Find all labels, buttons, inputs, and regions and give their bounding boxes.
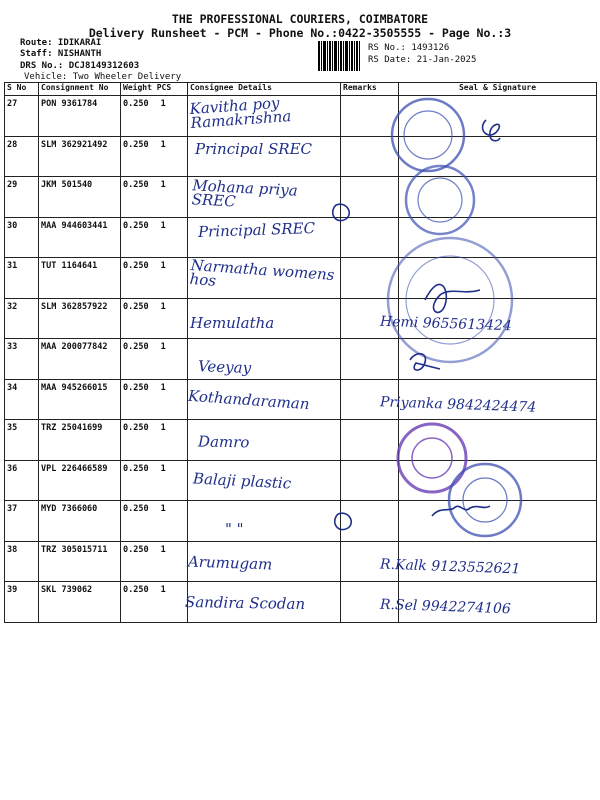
weight-value: 0.250	[123, 220, 149, 231]
handwritten-consignee: Kavitha poy Ramakrishna	[189, 93, 292, 133]
weight-value: 0.250	[123, 139, 149, 150]
seal-cell	[399, 217, 597, 258]
handwritten-signature: R.Kalk 9123552621	[379, 556, 521, 577]
handwritten-consignee: Veeyay	[197, 357, 252, 377]
weight-cell	[121, 420, 188, 461]
vehicle-label: Vehicle: Two Wheeler Delivery	[24, 72, 182, 82]
pcs-value: 1	[160, 99, 166, 109]
weight-cell	[121, 541, 188, 582]
seal-cell	[399, 96, 597, 137]
sno-cell: 35	[5, 420, 39, 461]
seal-cell	[399, 136, 597, 177]
pcs-value: 1	[160, 423, 166, 433]
runsheet-title: Delivery Runsheet - PCM - Phone No.:0422-3505555 - Page No.:3	[88, 26, 512, 40]
remarks-cell	[341, 136, 399, 177]
pcs-value: 1	[160, 382, 166, 393]
handwritten-consignee: Hemulatha	[190, 313, 275, 332]
pcs-value: 1	[160, 220, 166, 231]
weight-cell	[121, 258, 188, 299]
weight-cell	[121, 96, 188, 137]
pcs-value: 1	[160, 585, 166, 595]
consignment-cell: MYD 7366060	[39, 501, 121, 542]
handwritten-consignee: Balaji plastic	[192, 468, 292, 493]
sno-cell: 28	[5, 136, 39, 177]
consignment-cell: JKM 501540	[39, 177, 121, 218]
sno-cell: 37	[5, 501, 39, 542]
seal-cell	[399, 177, 597, 218]
remarks-cell	[341, 177, 399, 218]
weight-value: 0.250	[123, 261, 149, 271]
pcs-value: 1	[160, 544, 166, 555]
weight-value: 0.250	[123, 504, 149, 514]
rs-number: RS No.: 1493126	[368, 43, 450, 53]
consignment-cell: TRZ 25041699	[39, 420, 121, 461]
handwritten-consignee: Damro	[197, 432, 250, 452]
drs-number: DRS No.: DCJ8149312603	[20, 61, 140, 71]
handwritten-signature: Priyanka 9842424474	[379, 393, 537, 416]
weight-cell	[121, 460, 188, 501]
consignment-cell: SKL 739062	[39, 582, 121, 623]
pcs-value: 1	[160, 261, 166, 271]
sno-cell: 27	[5, 96, 39, 137]
seal-cell	[399, 460, 597, 501]
consignment-cell: TUT 1164641	[39, 258, 121, 299]
handwritten-consignee: " "	[225, 520, 244, 538]
table-row	[5, 460, 597, 501]
consignee-cell	[188, 501, 341, 542]
col-consignee: Consignee Details	[188, 83, 341, 96]
handwritten-consignee: Mohana priya SREC	[191, 176, 299, 211]
consignment-cell: PON 9361784	[39, 96, 121, 137]
weight-value: 0.250	[123, 544, 149, 555]
consignment-cell: SLM 362857922	[39, 298, 121, 339]
sno-cell: 31	[5, 258, 39, 299]
weight-value: 0.250	[123, 463, 149, 474]
seal-cell	[399, 339, 597, 380]
remarks-cell	[341, 339, 399, 380]
table-row	[5, 501, 597, 542]
sno-cell: 33	[5, 339, 39, 380]
weight-value: 0.250	[123, 301, 149, 312]
table-row	[5, 420, 597, 461]
sno-cell: 34	[5, 379, 39, 420]
consignment-cell: MAA 944603441	[39, 217, 121, 258]
weight-cell	[121, 582, 188, 623]
runsheet-table	[4, 82, 597, 623]
remarks-cell	[341, 96, 399, 137]
pcs-value: 1	[160, 301, 166, 312]
sno-cell: 29	[5, 177, 39, 218]
pcs-value: 1	[160, 180, 166, 190]
col-weight-pcs: Weight PCS	[121, 83, 188, 96]
rs-date: RS Date: 21-Jan-2025	[368, 55, 477, 65]
col-remarks: Remarks	[341, 83, 399, 96]
pcs-value: 1	[160, 463, 166, 474]
seal-cell	[399, 258, 597, 299]
consignment-cell: TRZ 305015711	[39, 541, 121, 582]
remarks-cell	[341, 460, 399, 501]
handwritten-consignee: Principal SREC	[195, 139, 313, 158]
remarks-cell	[341, 258, 399, 299]
remarks-cell	[341, 217, 399, 258]
weight-value: 0.250	[123, 382, 149, 393]
weight-cell	[121, 136, 188, 177]
col-sno: S No	[5, 83, 39, 96]
company-title: THE PROFESSIONAL COURIERS, COIMBATORE	[171, 12, 429, 26]
handwritten-consignee: Kothandaraman	[187, 386, 311, 413]
barcode-icon	[318, 41, 360, 71]
pcs-value: 1	[160, 504, 166, 514]
weight-cell	[121, 177, 188, 218]
pcs-value: 1	[160, 139, 166, 150]
consignment-cell: MAA 945266015	[39, 379, 121, 420]
weight-value: 0.250	[123, 423, 149, 433]
weight-cell	[121, 379, 188, 420]
table-row	[5, 339, 597, 380]
weight-cell	[121, 339, 188, 380]
handwritten-consignee: Arumugam	[187, 552, 273, 573]
remarks-cell	[341, 420, 399, 461]
route-label: Route: IDIKARAI	[20, 38, 102, 48]
remarks-cell	[341, 501, 399, 542]
sno-cell: 38	[5, 541, 39, 582]
weight-cell	[121, 501, 188, 542]
seal-cell	[399, 420, 597, 461]
handwritten-consignee: Sandira Scodan	[184, 592, 306, 614]
col-consignment: Consignment No	[39, 83, 121, 96]
weight-value: 0.250	[123, 585, 149, 595]
consignment-cell: VPL 226466589	[39, 460, 121, 501]
weight-value: 0.250	[123, 99, 149, 109]
staff-label: Staff: NISHANTH	[20, 49, 102, 59]
weight-value: 0.250	[123, 180, 149, 190]
sno-cell: 32	[5, 298, 39, 339]
sno-cell: 30	[5, 217, 39, 258]
consignment-cell: SLM 362921492	[39, 136, 121, 177]
sno-cell: 36	[5, 460, 39, 501]
handwritten-consignee: Principal SREC	[197, 218, 316, 241]
weight-cell	[121, 298, 188, 339]
seal-cell	[399, 501, 597, 542]
col-seal: Seal & Signature	[399, 83, 597, 96]
weight-value: 0.250	[123, 342, 149, 352]
handwritten-signature: Hemi 9655613424	[379, 313, 513, 334]
handwritten-signature: R.Sel 9942274106	[379, 596, 512, 618]
handwritten-consignee: Narmatha womens hos	[189, 255, 336, 290]
sno-cell: 39	[5, 582, 39, 623]
weight-cell	[121, 217, 188, 258]
consignment-cell: MAA 200077842	[39, 339, 121, 380]
pcs-value: 1	[160, 342, 166, 352]
